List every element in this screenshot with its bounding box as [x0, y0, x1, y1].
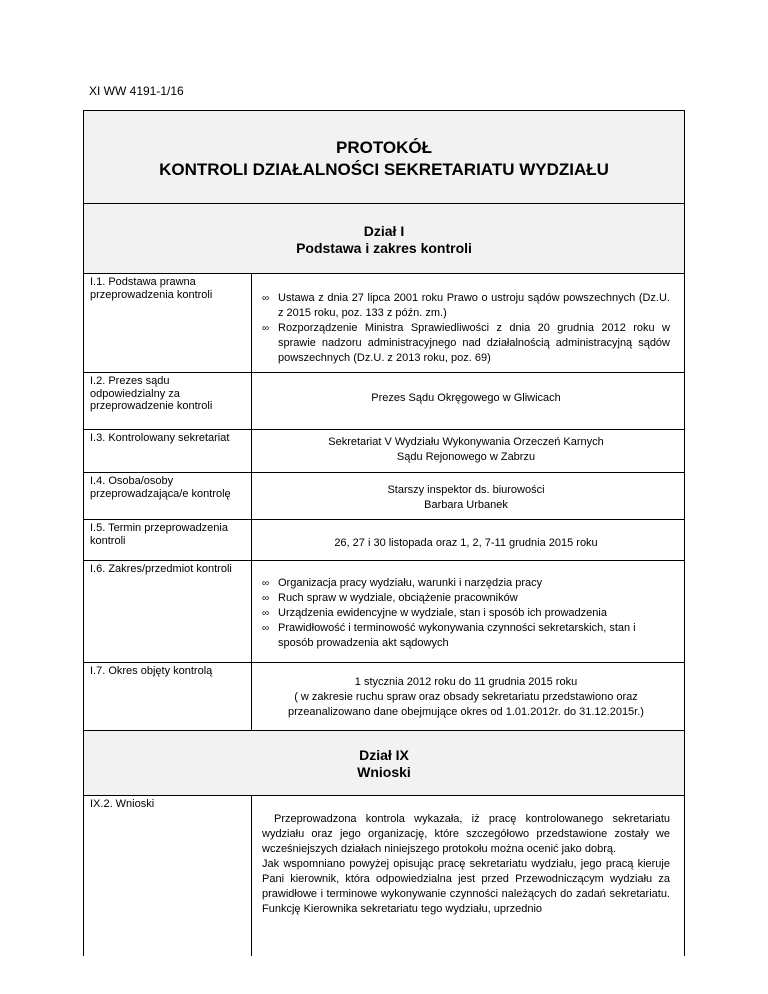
- title-line-1: PROTOKÓŁ: [335, 138, 433, 157]
- conclusions-paragraph: Przeprowadzona kontrola wykazała, iż pracę kontrolowanego sekretariatu wydziału oraz jego organizację, które szczegółowo przedstawione zostały we wcześniejszych działach niniejszego protokołu można ocenić jako dobrą.: [262, 813, 670, 855]
- value-line: Barbara Urbanek: [424, 499, 508, 511]
- value-line: Starszy inspektor ds. biurowości: [387, 484, 545, 496]
- section-1-subheading: Podstawa i zakres kontroli: [296, 240, 472, 256]
- row-inspection-date: [83, 519, 685, 560]
- row-conclusions: [83, 795, 685, 956]
- list-item: ∞ Ustawa z dnia 27 lipca 2001 roku Prawo o ustroju sądów powszechnych (Dz.U. z 2015 roku, poz. 133 z późn. zm.): [262, 291, 670, 321]
- section-9-subheading: Wnioski: [357, 764, 411, 780]
- list-item: ∞ Ruch spraw w wydziale, obciążenie pracowników: [262, 591, 670, 606]
- list-item: ∞ Organizacja pracy wydziału, warunki i narzędzia pracy: [262, 576, 670, 591]
- value-line: ( w zakresie ruchu spraw oraz obsady sekretariatu przedstawiono oraz: [294, 691, 638, 703]
- section-1-header: [83, 203, 685, 273]
- row-label: I.5. Termin przeprowadzenia kontroli: [84, 520, 252, 560]
- row-label: IX.2. Wnioski: [84, 796, 252, 956]
- row-value: [252, 663, 684, 730]
- value-line: 26, 27 i 30 listopada oraz 1, 2, 7-11 grudnia 2015 roku: [334, 537, 598, 549]
- document-reference: XI WW 4191-1/16: [89, 84, 184, 98]
- row-value: [252, 373, 684, 429]
- row-legal-basis: [83, 273, 685, 372]
- conclusions-paragraph-2: Jak wspomniano powyżej opisując pracę sekretariatu wydziału, jego pracą kieruje Pani kierownik, która odpowiedzialna jest przed Przewodniczącym wydziału za prawidłowe i terminowe wykonywanie czynności należących do zadań sekretariatu. Funkcję Kierownika sekretariatu tego wydziału, uprzednio: [262, 858, 670, 915]
- title-line-2: KONTROLI DZIAŁALNOŚCI SEKRETARIATU WYDZIAŁU: [159, 160, 609, 179]
- row-value: [252, 430, 684, 472]
- list-item: ∞ Urządzenia ewidencyjne w wydziale, stan i sposób ich prowadzenia: [262, 606, 670, 621]
- list-item: ∞ Prawidłowość i terminowość wykonywania czynności sekretarskich, stan i sposób prowadzenia akt sądowych: [262, 621, 670, 651]
- protocol-title: [83, 110, 685, 203]
- row-inspector: [83, 472, 685, 519]
- row-value: [252, 274, 684, 372]
- value-line: Sekretariat V Wydziału Wykonywania Orzeczeń Karnych: [328, 436, 604, 448]
- row-controlled-secretariat: [83, 429, 685, 472]
- section-1-heading: Dział I: [363, 223, 405, 239]
- row-value: [252, 796, 684, 956]
- row-label: I.7. Okres objęty kontrolą: [84, 663, 252, 730]
- section-9-header: [83, 730, 685, 795]
- row-scope: [83, 560, 685, 662]
- row-covered-period: [83, 662, 685, 730]
- row-label: I.6. Zakres/przedmiot kontroli: [84, 561, 252, 662]
- value-line: przeanalizowano dane obejmujące okres od 1.01.2012r. do 31.12.2015r.): [288, 706, 644, 718]
- section-9-heading: Dział IX: [359, 747, 409, 763]
- list-item: ∞ Rozporządzenie Ministra Sprawiedliwości z dnia 20 grudnia 2012 roku w sprawie nadzoru administracyjnego nad działalnością administracyjną sądów powszechnych (Dz.U. z 2013 roku, poz. 69): [262, 321, 670, 366]
- row-label: I.2. Prezes sądu odpowiedzialny za przeprowadzenie kontroli: [84, 373, 252, 429]
- row-label: I.3. Kontrolowany sekretariat: [84, 430, 252, 472]
- row-label: I.4. Osoba/osoby przeprowadzająca/e kontrolę: [84, 473, 252, 519]
- row-value: [252, 561, 684, 662]
- row-value: [252, 473, 684, 519]
- value-line: Sądu Rejonowego w Zabrzu: [396, 451, 536, 463]
- value-line: 1 stycznia 2012 roku do 11 grudnia 2015 roku: [354, 676, 578, 688]
- row-responsible-president: [83, 372, 685, 429]
- row-label: I.1. Podstawa prawna przeprowadzenia kontroli: [84, 274, 252, 372]
- protocol-table: [83, 110, 685, 956]
- value-line: Prezes Sądu Okręgowego w Gliwicach: [371, 392, 561, 404]
- row-value: [252, 520, 684, 560]
